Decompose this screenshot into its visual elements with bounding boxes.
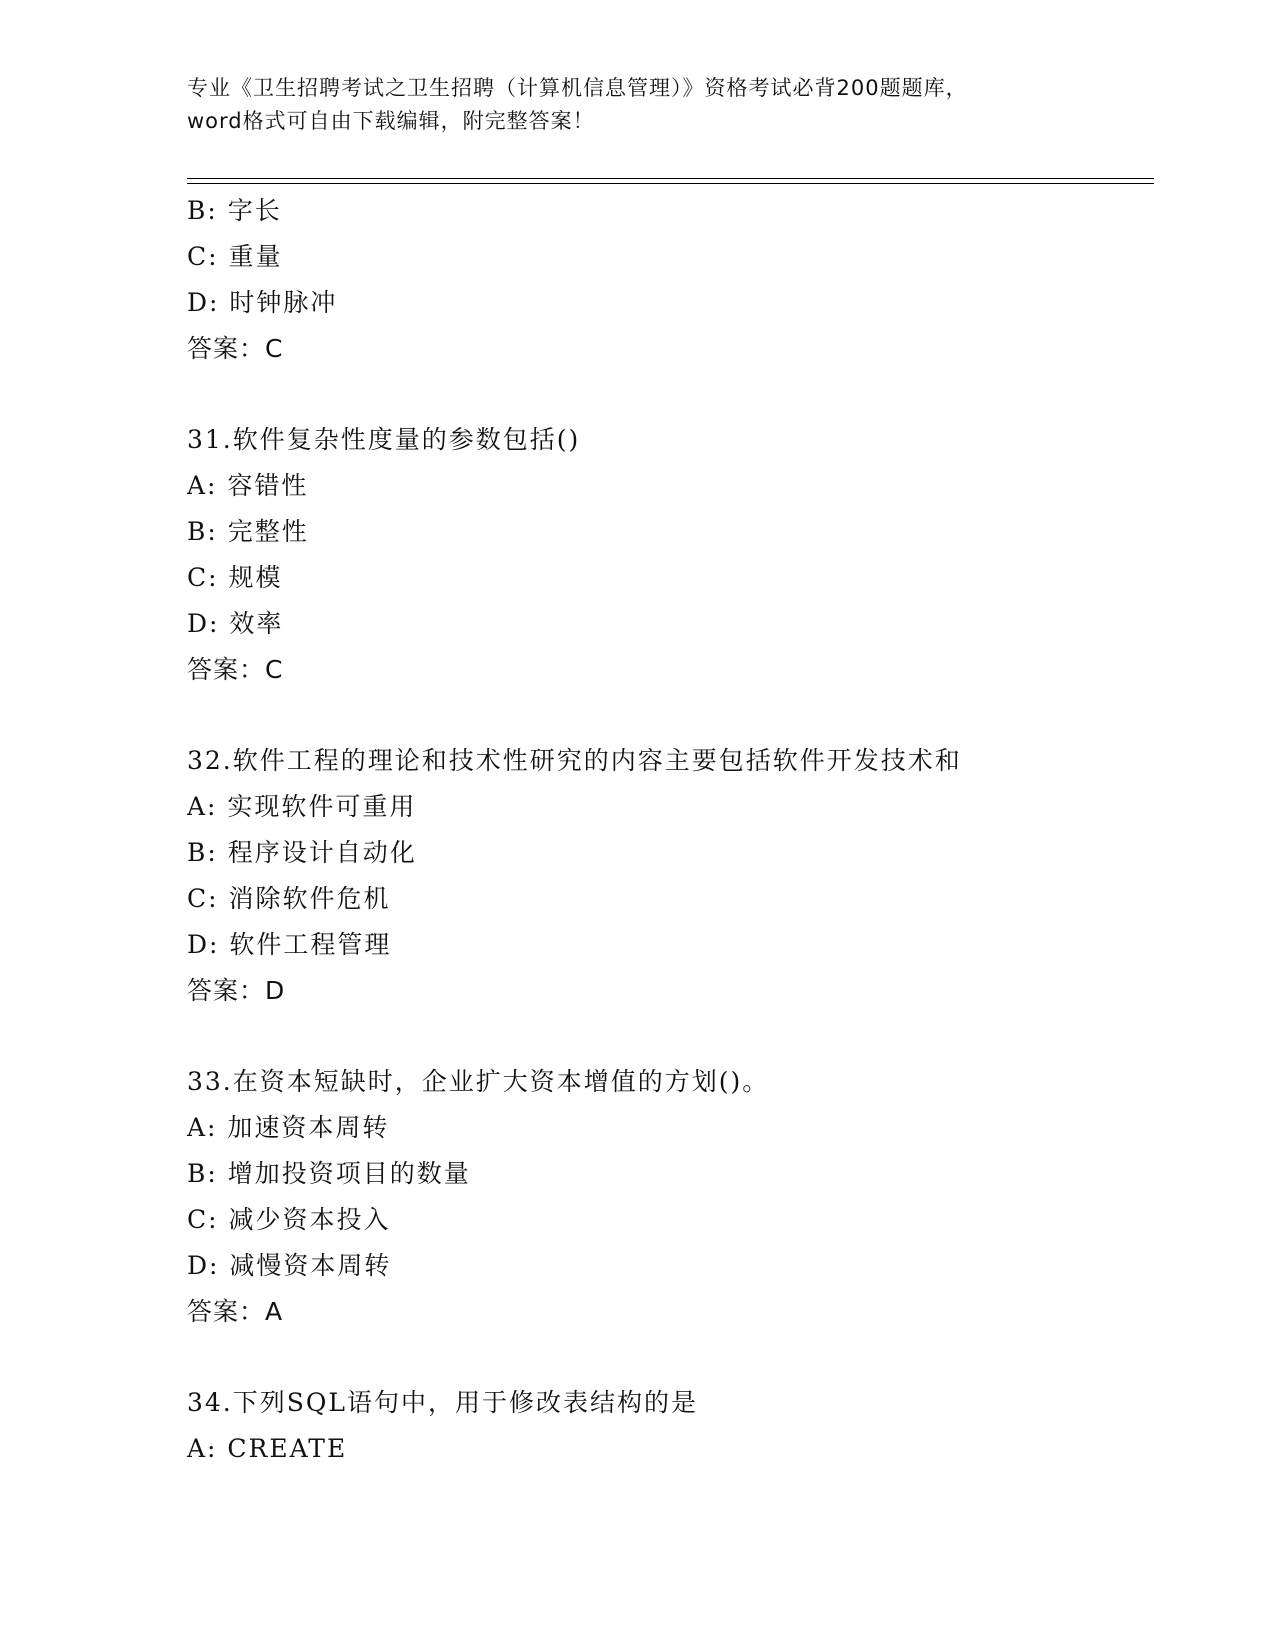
question-block-31: [187, 417, 1147, 693]
option-c: C: 消除软件危机: [187, 884, 391, 913]
question-block-30: [187, 188, 1147, 372]
option-b: B: 增加投资项目的数量: [187, 1159, 471, 1188]
header-divider-bottom: [187, 183, 1154, 184]
answer-line: 答案：D: [187, 976, 286, 1005]
header-divider-top: [187, 178, 1154, 179]
question-text: 33.在资本短缺时，企业扩大资本增值的方划()。: [187, 1067, 770, 1096]
document-header: [187, 72, 1087, 138]
option-d: D: 效率: [187, 609, 284, 638]
question-block-32: [187, 738, 1147, 1014]
option-b: B: 程序设计自动化: [187, 838, 417, 867]
option-a: A: CREATE: [187, 1434, 348, 1463]
option-a: A: 加速资本周转: [187, 1113, 390, 1142]
question-block-34: [187, 1380, 1147, 1472]
option-c: C: 减少资本投入: [187, 1205, 391, 1234]
header-line-1: 专业《卫生招聘考试之卫生招聘（计算机信息管理）》资格考试必背200题题库，: [187, 76, 968, 100]
answer-line: 答案：A: [187, 1297, 284, 1326]
question-text: 32.软件工程的理论和技术性研究的内容主要包括软件开发技术和: [187, 746, 962, 775]
answer-line: 答案：C: [187, 334, 284, 363]
question-block-33: [187, 1059, 1147, 1335]
option-d: D: 时钟脉冲: [187, 288, 338, 317]
answer-line: 答案：C: [187, 655, 284, 684]
option-b: B: 字长: [187, 196, 282, 225]
option-c: C: 规模: [187, 563, 283, 592]
option-a: A: 容错性: [187, 471, 309, 500]
option-a: A: 实现软件可重用: [187, 792, 417, 821]
header-line-2: word格式可自由下载编辑，附完整答案！: [187, 109, 595, 133]
question-text: 31.软件复杂性度量的参数包括(): [187, 425, 581, 454]
option-c: C: 重量: [187, 242, 283, 271]
option-d: D: 减慢资本周转: [187, 1251, 392, 1280]
question-list: [187, 188, 1147, 1472]
option-b: B: 完整性: [187, 517, 309, 546]
question-text: 34.下列SQL语句中，用于修改表结构的是: [187, 1388, 698, 1417]
option-d: D: 软件工程管理: [187, 930, 392, 959]
